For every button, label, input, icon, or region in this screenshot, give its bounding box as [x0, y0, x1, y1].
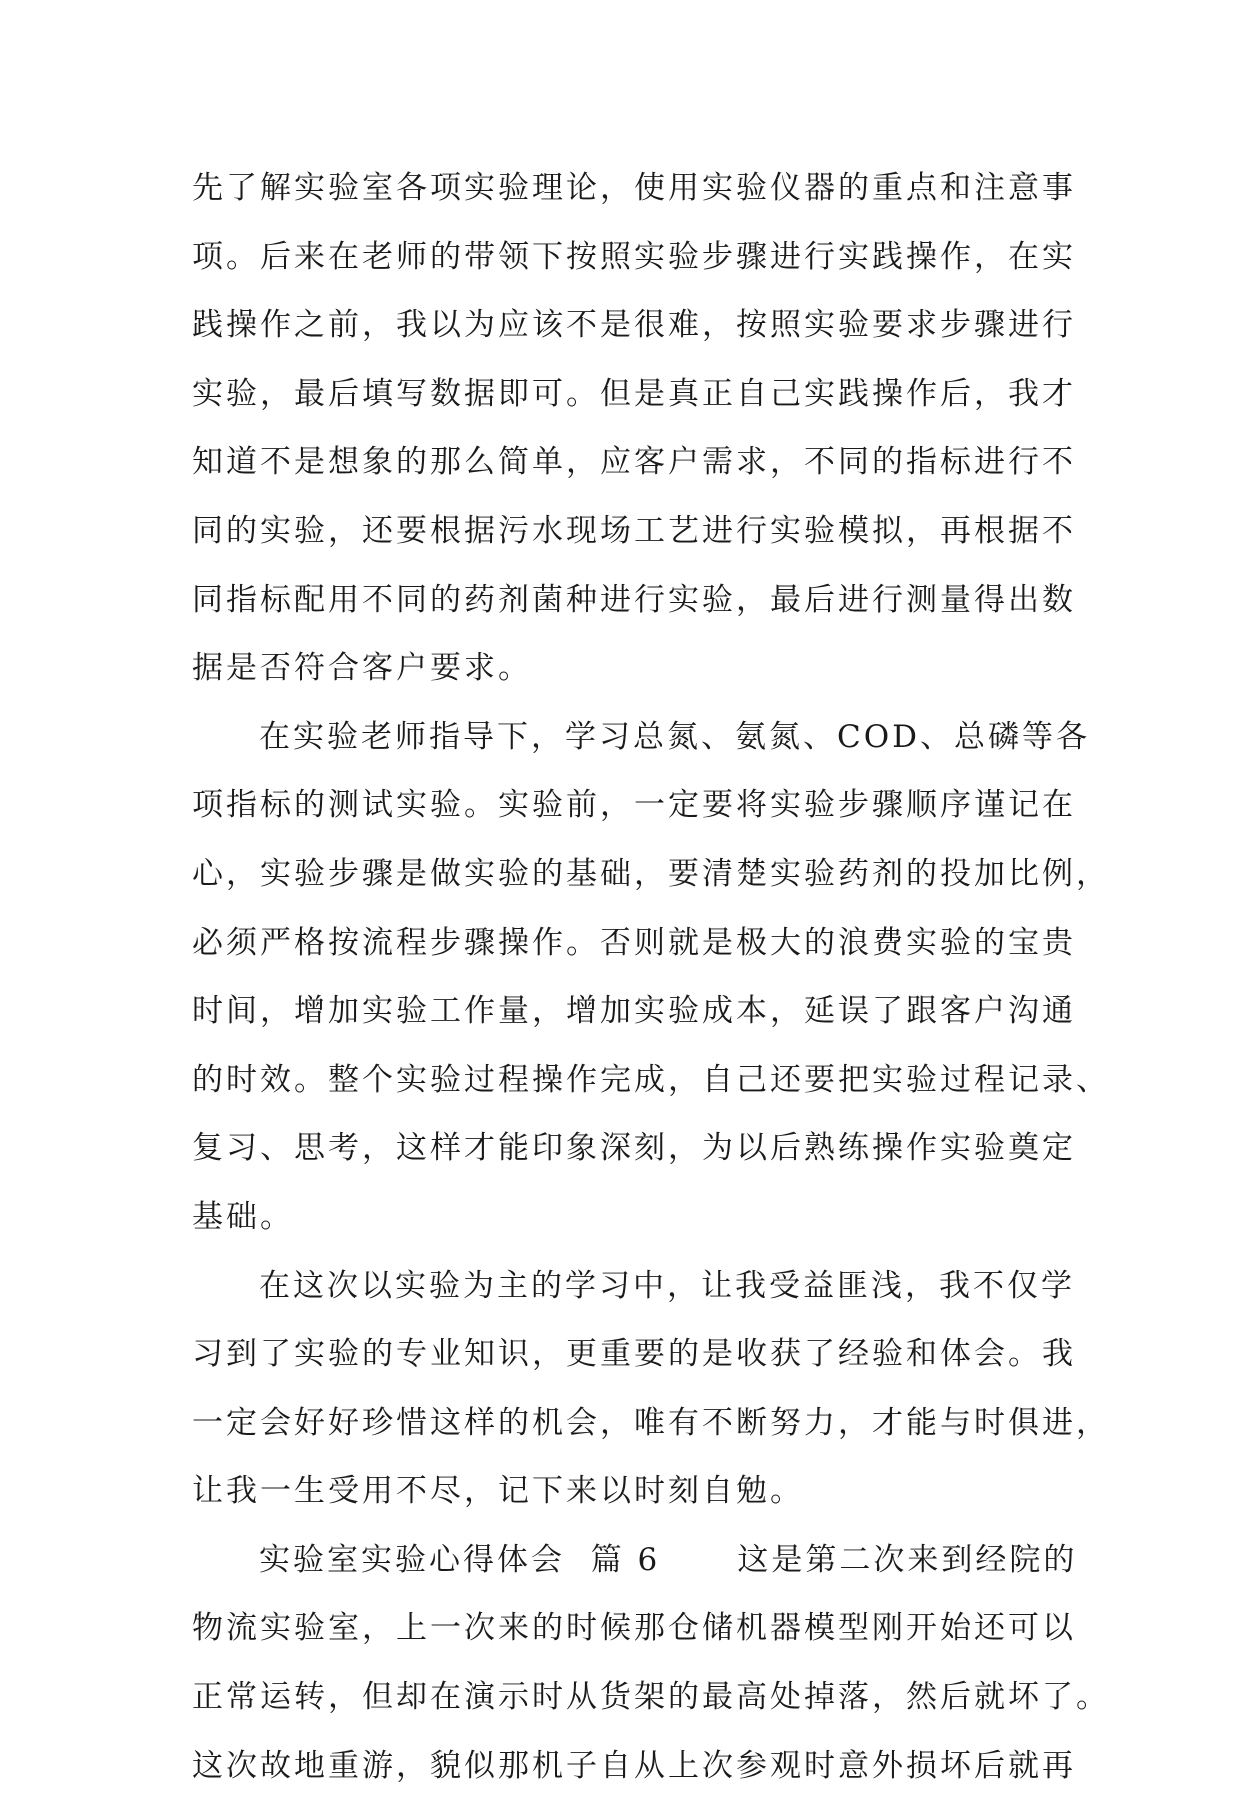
text-line: 物流实验室，上一次来的时候那仓储机器模型刚开始还可以 [192, 1610, 1076, 1647]
text-line: 项指标的测试实验。实验前，一定要将实验步骤顺序谨记在 [192, 787, 1076, 824]
text-line: 习到了实验的专业知识，更重要的是收获了经验和体会。我 [192, 1336, 1076, 1373]
text-line: 这次故地重游，貌似那机子自从上次参观时意外损坏后就再 [192, 1747, 1076, 1784]
body-text [192, 154, 1110, 1800]
text-line: 复习、思考，这样才能印象深刻，为以后熟练操作实验奠定 [192, 1130, 1076, 1167]
text-line: 时间，增加实验工作量，增加实验成本，延误了跟客户沟通 [192, 993, 1076, 1030]
text-line: 的时效。整个实验过程操作完成，自己还要把实验过程记录、 [192, 1061, 1110, 1098]
text-line: 同的实验，还要根据污水现场工艺进行实验模拟，再根据不 [192, 512, 1076, 549]
text-line: 实验，最后填写数据即可。但是真正自己实践操作后，我才 [192, 375, 1076, 412]
text-line: 基础。 [192, 1198, 294, 1235]
text-line: 据是否符合客户要求。 [192, 650, 532, 687]
text-line: 践操作之前，我以为应该不是很难，按照实验要求步骤进行 [192, 307, 1076, 344]
text-line: 正常运转，但却在演示时从货架的最高处掉落，然后就坏了。 [192, 1679, 1110, 1716]
section-heading-line: 实验室实验心得体会 篇 6 这是第二次来到经院的 [259, 1541, 1078, 1578]
text-line: 必须严格按流程步骤操作。否则就是极大的浪费实验的宝贵 [192, 924, 1076, 961]
text-line: 心，实验步骤是做实验的基础，要清楚实验药剂的投加比例， [192, 855, 1110, 892]
text-line: 知道不是想象的那么简单，应客户需求，不同的指标进行不 [192, 444, 1076, 481]
text-line: 一定会好好珍惜这样的机会，唯有不断努力，才能与时俱进， [192, 1404, 1110, 1441]
paragraph-start-line: 在实验老师指导下，学习总氮、氨氮、COD、总磷等各 [259, 718, 1090, 755]
text-line: 让我一生受用不尽，记下来以时刻自勉。 [192, 1473, 804, 1510]
text-line: 项。后来在老师的带领下按照实验步骤进行实践操作，在实 [192, 238, 1076, 275]
paragraph-start-line: 在这次以实验为主的学习中，让我受益匪浅，我不仅学 [259, 1267, 1075, 1304]
text-line: 同指标配用不同的药剂菌种进行实验，最后进行测量得出数 [192, 581, 1076, 618]
text-line: 先了解实验室各项实验理论，使用实验仪器的重点和注意事 [192, 170, 1076, 206]
